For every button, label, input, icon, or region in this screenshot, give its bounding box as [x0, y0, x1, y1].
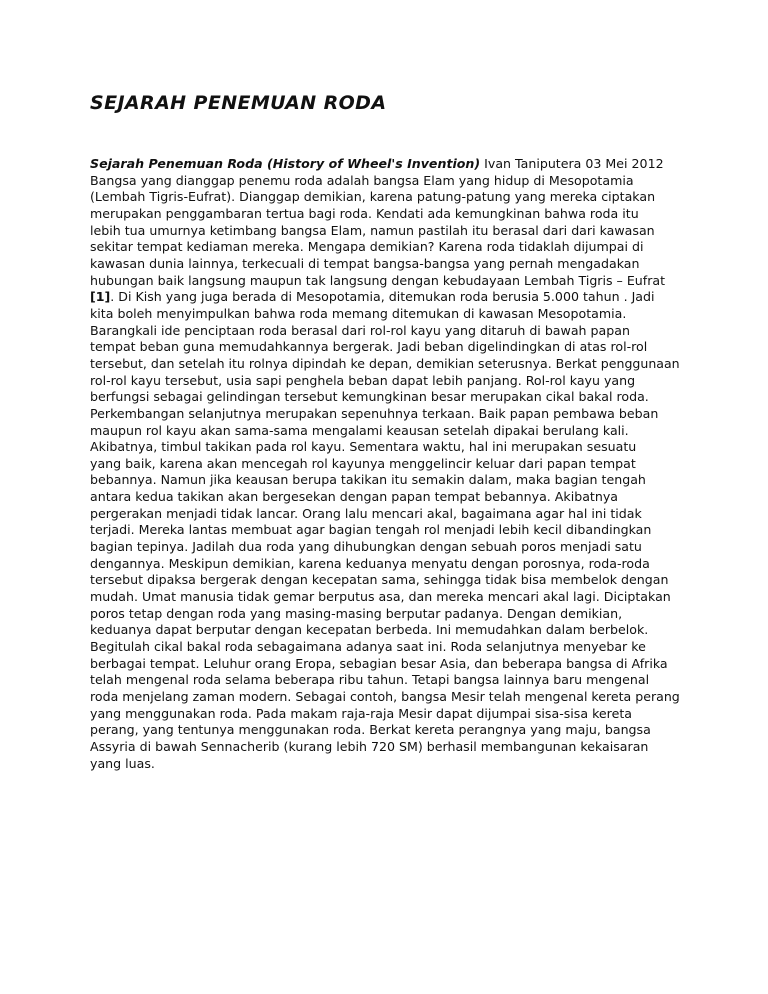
- body-line: (Lembah Tigris-Eufrat). Dianggap demikian, karena patung-patung yang mereka ciptakan: [90, 189, 656, 205]
- body-line: sekitar tempat kediaman mereka. Mengapa demikian? Karena roda tidaklah dijumpai di: [90, 239, 644, 255]
- body-line: roda menjelang zaman modern. Sebagai contoh, bangsa Mesir telah mengenal kereta perang: [90, 689, 680, 704]
- body-line: . Di Kish yang juga berada di Mesopotamia, ditemukan roda berusia 5.000 tahun . Jadi: [110, 289, 655, 305]
- body-line: bagian tepinya. Jadilah dua roda yang dihubungkan dengan sebuah poros menjadi satu: [90, 539, 642, 555]
- body-line: antara kedua takikan akan bergesekan dengan papan tempat bebannya. Akibatnya: [90, 489, 619, 505]
- document-page: [90, 88, 680, 772]
- body-line: maupun rol kayu akan sama-sama mengalami keausan setelah dipakai berulang kali.: [90, 422, 629, 438]
- body-line: tersebut dipaksa bergerak dengan kecepatan sama, sehingga tidak bisa membelok dengan: [90, 572, 669, 588]
- body-line: Perkembangan selanjutnya merupakan sepenuhnya terkaan. Baik papan pembawa beban: [90, 405, 659, 421]
- body-line: dengannya. Meskipun demikian, karena keduanya menyatu dengan porosnya, roda-roda: [90, 555, 650, 571]
- body-line: perang, yang tentunya menggunakan roda. Berkat kereta perangnya yang maju, bangsa: [90, 722, 651, 738]
- body-line: pergerakan menjadi tidak lancar. Orang lalu mencari akal, bagaimana agar hal ini tidak: [90, 505, 642, 521]
- body-line: Bangsa yang dianggap penemu roda adalah bangsa Elam yang hidup di Mesopotamia: [90, 172, 634, 188]
- body-line: yang luas.: [90, 755, 155, 771]
- document-title: SEJARAH PENEMUAN RODA: [90, 92, 387, 114]
- body-line: hubungan baik langsung maupun tak langsung dengan kebudayaan Lembah Tigris – Eufrat: [90, 272, 666, 288]
- body-line: Assyria di bawah Sennacherib (kurang lebih 720 SM) berhasil membangunan kekaisaran: [90, 738, 649, 754]
- body-line: lebih tua umurnya ketimbang bangsa Elam, namun pastilah itu berasal dari dari kawasan: [90, 222, 655, 238]
- body-line: tempat beban guna memudahkannya bergerak. Jadi beban digelindingkan di atas rol-rol: [90, 339, 648, 355]
- body-line: berbagai tempat. Leluhur orang Eropa, sebagian besar Asia, dan beberapa bangsa di Afrika: [90, 655, 668, 671]
- body-line: keduanya dapat berputar dengan kecepatan berbeda. Ini memudahkan dalam berbelok.: [90, 622, 649, 638]
- body-line: mudah. Umat manusia tidak gemar berputus asa, dan mereka mencari akal lagi. Diciptakan: [90, 589, 671, 605]
- author-date: Ivan Taniputera 03 Mei 2012: [480, 156, 664, 171]
- body-line: merupakan penggambaran tertua bagi roda. Kendati ada kemungkinan bahwa roda itu: [90, 205, 639, 221]
- body-line: tersebut, dan setelah itu rolnya dipindah ke depan, demikian seterusnya. Berkat penggunaan: [90, 355, 680, 371]
- article-subtitle: Sejarah Penemuan Roda (History of Wheel's Invention): [90, 156, 481, 171]
- body-line: Akibatnya, timbul takikan pada rol kayu. Sementara waktu, hal ini merupakan sesuatu: [90, 439, 637, 455]
- body-line: Barangkali ide penciptaan roda berasal dari rol-rol kayu yang ditaruh di bawah papan: [90, 322, 630, 338]
- body-line: berfungsi sebagai gelindingan tersebut kemungkinan besar merupakan cikal bakal roda.: [90, 389, 649, 405]
- body-line: Begitulah cikal bakal roda sebagaimana adanya saat ini. Roda selanjutnya menyebar ke: [90, 639, 646, 655]
- body-line: telah mengenal roda selama beberapa ribu tahun. Tetapi bangsa lainnya baru mengenal: [90, 672, 650, 688]
- byline: [90, 156, 680, 173]
- body-line: rol-rol kayu tersebut, usia sapi penghela beban dapat lebih panjang. Rol-rol kayu yang: [90, 372, 636, 388]
- body-line-with-reference: [90, 289, 680, 306]
- reference-link[interactable]: [1]: [90, 289, 111, 305]
- article-body: [90, 156, 680, 772]
- body-line: terjadi. Mereka lantas membuat agar bagian tengah rol menjadi lebih kecil dibandingkan: [90, 522, 652, 538]
- body-line: kita boleh menyimpulkan bahwa roda memang ditemukan di kawasan Mesopotamia.: [90, 305, 627, 321]
- body-line: bebannya. Namun jika keausan berupa takikan itu semakin dalam, maka bagian tengah: [90, 472, 646, 488]
- body-line: yang menggunakan roda. Pada makam raja-raja Mesir dapat dijumpai sisa-sisa kereta: [90, 705, 632, 721]
- body-line: poros tetap dengan roda yang masing-masing berputar padanya. Dengan demikian,: [90, 605, 623, 621]
- body-line: kawasan dunia lainnya, terkecuali di tempat bangsa-bangsa yang pernah mengadakan: [90, 255, 640, 271]
- body-line: yang baik, karena akan mencegah rol kayunya menggelincir keluar dari papan tempat: [90, 455, 636, 471]
